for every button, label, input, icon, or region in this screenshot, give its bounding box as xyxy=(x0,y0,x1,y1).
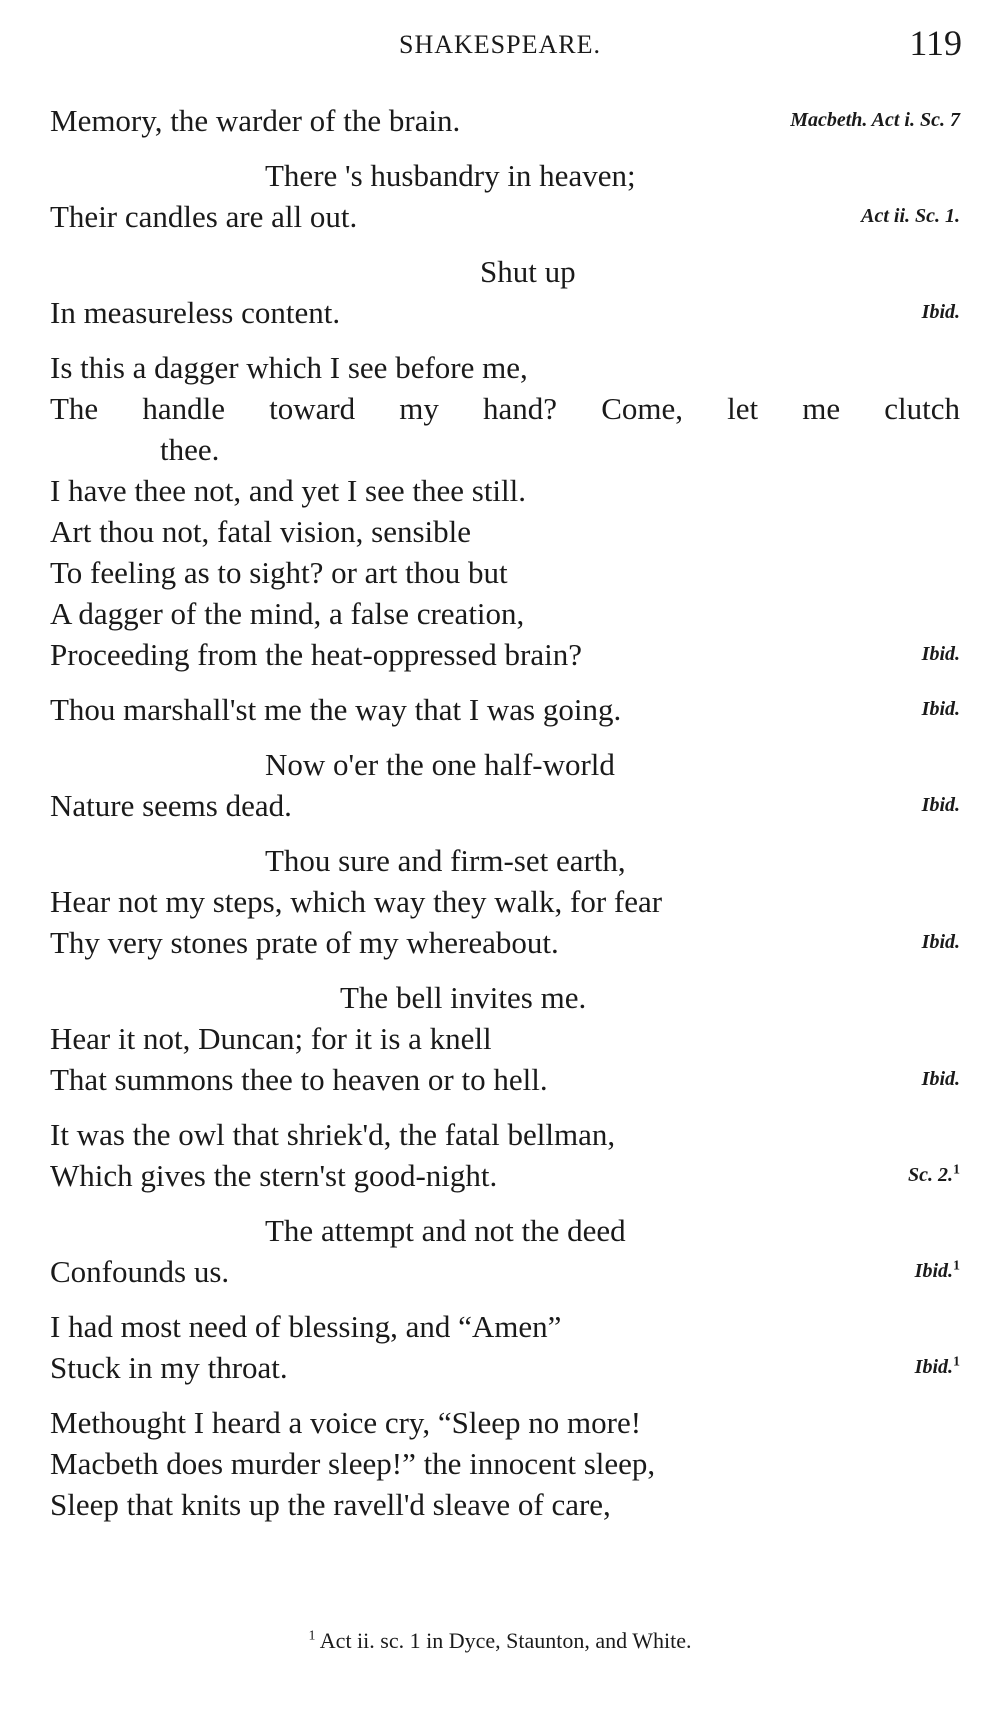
citation-text: Ibid. xyxy=(914,1356,953,1378)
citation: Act ii. Sc. 1. xyxy=(861,205,960,227)
quote-dagger xyxy=(50,347,960,675)
citation xyxy=(915,1251,960,1292)
quote-line: Hear not my steps, which way they walk, for fear xyxy=(50,884,663,919)
quote-line: Thy very stones prate of my whereabout. xyxy=(50,925,559,960)
citation: Ibid. xyxy=(921,698,960,720)
quote-line: Thou sure and firm-set earth, xyxy=(265,843,626,878)
citation: Ibid. xyxy=(921,301,960,323)
quote-line: Sleep that knits up the ravell'd sleave of care, xyxy=(50,1487,611,1522)
footnote-text: Act ii. sc. 1 in Dyce, Staunton, and White. xyxy=(319,1628,692,1653)
quote-firm-set-earth xyxy=(50,840,960,963)
citation: Ibid. xyxy=(921,1068,960,1090)
quote-line: Methought I heard a voice cry, “Sleep no more! xyxy=(50,1405,642,1440)
quote-line: To feeling as to sight? or art thou but xyxy=(50,555,508,590)
citation-text: Sc. 2. xyxy=(908,1164,953,1186)
quote-line: Nature seems dead. xyxy=(50,788,292,823)
quote-memory xyxy=(50,100,960,141)
quote-line: I had most need of blessing, and “Amen” xyxy=(50,1309,562,1344)
citation: Ibid. xyxy=(921,643,960,665)
quote-bell xyxy=(50,977,960,1100)
quote-line: The handle toward my hand? Come, let me clutch xyxy=(50,391,960,426)
citation: Ibid. xyxy=(921,794,960,816)
quote-line: Now o'er the one half-world xyxy=(265,747,615,782)
citation: Macbeth. Act i. Sc. 7 xyxy=(790,109,960,131)
citation xyxy=(908,1155,960,1196)
quote-line: Their candles are all out. xyxy=(50,199,358,234)
running-header: SHAKESPEARE. xyxy=(399,30,601,59)
quote-line: Stuck in my throat. xyxy=(50,1350,288,1385)
footnote-reference: 1 xyxy=(953,1354,960,1370)
citation-text: Ibid. xyxy=(914,1260,953,1282)
quote-line: Proceeding from the heat-oppressed brain? xyxy=(50,637,582,672)
footnote-reference: 1 xyxy=(953,1258,960,1274)
quote-line: Confounds us. xyxy=(50,1254,230,1289)
quote-amen xyxy=(50,1306,960,1388)
page-number: 119 xyxy=(909,23,962,63)
footnote xyxy=(0,1628,1000,1654)
quote-line: A dagger of the mind, a false creation, xyxy=(50,596,525,631)
quote-line: There 's husbandry in heaven; xyxy=(265,158,636,193)
quote-owl xyxy=(50,1114,960,1196)
quote-line: The bell invites me. xyxy=(340,980,587,1015)
quote-line: In measureless content. xyxy=(50,295,341,330)
footnote-marker: 1 xyxy=(308,1628,316,1644)
quote-attempt xyxy=(50,1210,960,1292)
quote-shut-up xyxy=(50,251,960,333)
quote-line: Art thou not, fatal vision, sensible xyxy=(50,514,472,549)
footnote-reference: 1 xyxy=(953,1162,960,1178)
quotations-column xyxy=(50,100,960,1539)
quote-line: Thou marshall'st me the way that I was going. xyxy=(50,692,622,727)
quote-husbandry xyxy=(50,155,960,237)
quote-line: It was the owl that shriek'd, the fatal bellman, xyxy=(50,1117,616,1152)
quote-line: thee. xyxy=(160,432,220,467)
quote-line: The attempt and not the deed xyxy=(265,1213,626,1248)
quote-line: I have thee not, and yet I see thee still. xyxy=(50,473,527,508)
quote-marshall xyxy=(50,689,960,730)
quote-half-world xyxy=(50,744,960,826)
quote-line: Hear it not, Duncan; for it is a knell xyxy=(50,1021,492,1056)
quote-line: Macbeth does murder sleep!” the innocent sleep, xyxy=(50,1446,656,1481)
quote-line: Is this a dagger which I see before me, xyxy=(50,350,528,385)
quote-line: Memory, the warder of the brain. xyxy=(50,103,461,138)
citation: Ibid. xyxy=(921,931,960,953)
citation xyxy=(915,1347,960,1388)
quote-line: Which gives the stern'st good-night. xyxy=(50,1158,498,1193)
quote-line: Shut up xyxy=(480,254,576,289)
quote-line: That summons thee to heaven or to hell. xyxy=(50,1062,548,1097)
quote-sleep-no-more xyxy=(50,1402,960,1525)
